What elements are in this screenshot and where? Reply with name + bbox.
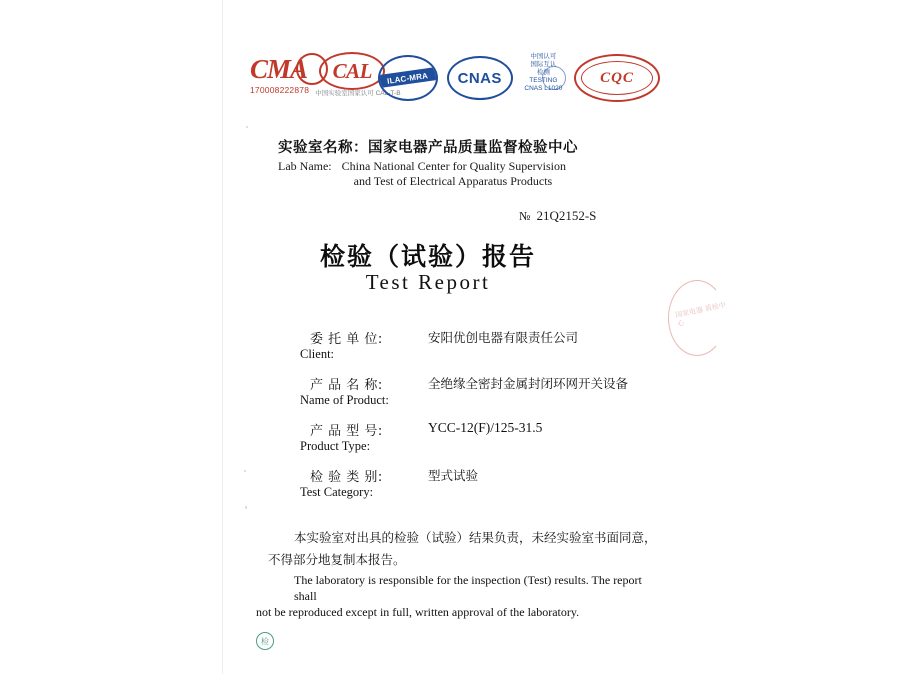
cqc-logo-text: CQC [600, 69, 634, 86]
notice-en-line-1: The laboratory is responsible for the inspection (Test) results. The report shall [294, 573, 642, 603]
lab-name-en-value [342, 159, 566, 189]
notice-en-line-2: not be reproduced except in full, written approval of the laboratory. [256, 605, 580, 619]
field-product-name [300, 374, 720, 412]
ilac-mra-logo-ring [378, 55, 438, 101]
cnas-accreditation-line-5: CNAS L1020 [524, 84, 563, 92]
page-margin-line [222, 0, 223, 674]
cnas-accreditation-line-3: 检测 [536, 68, 550, 76]
notice-cn-line-2: 不得部分地复制本报告。 [268, 552, 406, 567]
field-product-type-value: YCC-12(F)/125-31.5 [428, 420, 543, 435]
scan-speck [246, 126, 248, 128]
field-test-category-cn-label: 检 验 类 别: [310, 470, 383, 485]
cnas-accreditation-logo [522, 52, 565, 105]
notice-cn-line-1: 本实验室对出具的检验（试验）结果负责，未经实验室书面同意， [294, 530, 657, 545]
lab-name-en-label: Lab Name: [278, 159, 332, 173]
cal-logo-caption: 中国实验室国家认可 CAL-T-B [315, 90, 401, 97]
field-product-type-cn-label: 产 品 型 号: [310, 424, 383, 439]
notice-en [256, 572, 656, 620]
notice-cn [268, 527, 668, 571]
cma-logo-text: CMA [250, 54, 308, 84]
lab-name-cn [278, 136, 638, 157]
scan-speck [245, 506, 247, 509]
cal-logo [315, 52, 401, 104]
ilac-mra-logo [378, 54, 438, 102]
field-product-type [300, 420, 720, 458]
cnas-accreditation-line-4: TESTING [529, 76, 558, 84]
field-test-category-value: 型式试验 [428, 468, 479, 483]
field-test-category-en-label: Test Category: [300, 485, 374, 499]
cma-logo [250, 52, 310, 104]
lab-name-block [278, 136, 638, 189]
report-fields [300, 328, 720, 512]
cnas-accreditation-line-2: 国际互认 [530, 60, 557, 68]
field-product-name-value: 全绝缘全密封金属封闭环网开关设备 [428, 376, 629, 391]
red-seal-text: 国家电器 质检中心 [674, 300, 727, 329]
cqc-logo-inner-ring [581, 61, 653, 95]
field-product-type-en-label: Product Type: [300, 439, 371, 453]
field-test-category [300, 466, 720, 504]
lab-name-cn-label: 实验室名称： [278, 140, 368, 156]
ilac-mra-logo-text: ILAC-MRA [386, 70, 429, 86]
cnas-logo-text: CNAS [457, 69, 502, 87]
cqc-logo [574, 53, 660, 103]
cnas-accreditation-line-1: 中国认可 [530, 52, 557, 60]
certification-logos [250, 48, 660, 108]
cnas-logo [447, 54, 513, 102]
cma-logo-number: 170008222878 [250, 85, 310, 95]
green-stamp: 检 [256, 632, 274, 650]
cal-logo-ring [319, 52, 385, 90]
cnas-logo-ring [447, 56, 513, 100]
scan-speck [244, 470, 246, 472]
field-product-name-en-label: Name of Product: [300, 393, 389, 407]
field-client [300, 328, 720, 366]
page-title-en: Test Report [365, 270, 491, 294]
field-client-value: 安阳优创电器有限责任公司 [428, 330, 579, 345]
lab-name-cn-value: 国家电器产品质量监督检验中心 [368, 140, 578, 156]
lab-name-en-value-line2: and Test of Electrical Apparatus Products [353, 174, 553, 188]
report-number [519, 208, 596, 224]
page-title-cn: 检验（试验）报告 [319, 242, 536, 271]
cqc-logo-outer-ring [574, 54, 660, 102]
lab-name-en [278, 159, 638, 189]
field-product-name-cn-label: 产 品 名 称: [310, 378, 383, 393]
report-number-symbol: № [519, 209, 531, 223]
lab-name-en-value-line1: China National Center for Quality Supervision [341, 159, 566, 173]
cal-logo-text: CAL [332, 58, 372, 83]
field-client-en-label: Client: [300, 347, 335, 361]
field-client-cn-label: 委 托 单 位: [310, 332, 383, 347]
report-number-value: 21Q2152-S [536, 208, 597, 223]
